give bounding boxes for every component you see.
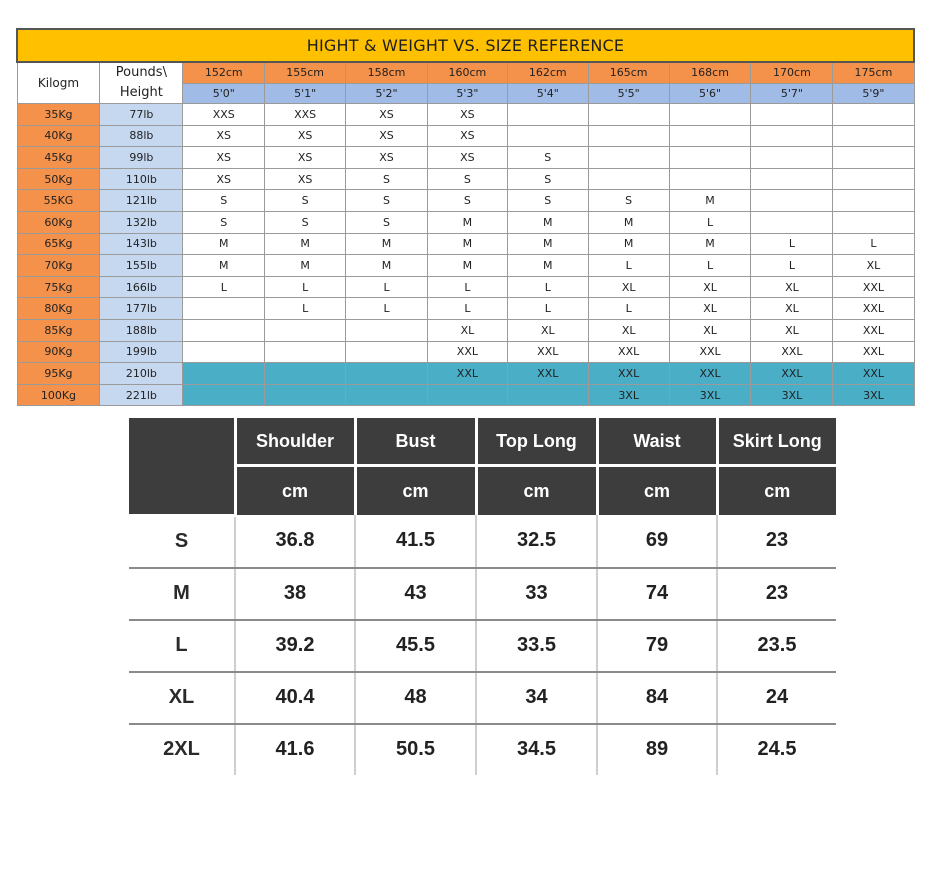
table-row <box>17 233 914 255</box>
size-cell <box>833 104 914 126</box>
height-ft-header: 5'2" <box>346 83 428 104</box>
reference-title: HIGHT & WEIGHT VS. SIZE REFERENCE <box>17 29 914 62</box>
size-cell <box>588 147 669 169</box>
size-cell: S <box>265 211 346 233</box>
weight-lb-cell: 132lb <box>100 211 183 233</box>
size-cell: M <box>427 255 507 277</box>
weight-kg-cell: 65Kg <box>17 233 100 255</box>
table-row <box>17 255 914 277</box>
size-cell: XXL <box>833 298 914 320</box>
height-ft-header: 5'0" <box>183 83 265 104</box>
weight-lb-cell: 88lb <box>100 125 183 147</box>
size-cell: XS <box>265 125 346 147</box>
measurement-value-cell: 23.5 <box>717 620 836 672</box>
height-cm-header: 175cm <box>833 62 914 83</box>
measurement-table <box>129 418 836 775</box>
size-cell <box>507 125 588 147</box>
size-cell: XL <box>751 276 833 298</box>
height-cm-header: 155cm <box>265 62 346 83</box>
unit-header: cm <box>355 466 476 516</box>
size-cell <box>833 211 914 233</box>
weight-kg-cell: 75Kg <box>17 276 100 298</box>
table-row <box>17 341 914 363</box>
size-cell: XL <box>588 276 669 298</box>
size-cell <box>183 384 265 406</box>
size-label-cell: 2XL <box>129 724 235 775</box>
size-cell <box>588 125 669 147</box>
size-cell: L <box>669 255 751 277</box>
table-row <box>17 168 914 190</box>
measurement-value-cell: 50.5 <box>355 724 476 775</box>
size-cell: M <box>183 255 265 277</box>
size-cell: L <box>588 298 669 320</box>
size-cell: M <box>669 190 751 212</box>
size-cell: S <box>427 190 507 212</box>
weight-lb-cell: 177lb <box>100 298 183 320</box>
weight-kg-cell: 55KG <box>17 190 100 212</box>
table-row <box>17 363 914 385</box>
weight-lb-cell: 221lb <box>100 384 183 406</box>
size-cell: S <box>507 168 588 190</box>
size-cell <box>833 147 914 169</box>
weight-lb-cell: 199lb <box>100 341 183 363</box>
size-cell <box>183 341 265 363</box>
measurement-value-cell: 34 <box>476 672 597 724</box>
size-cell: L <box>346 276 428 298</box>
height-ft-header: 5'7" <box>751 83 833 104</box>
size-cell <box>265 341 346 363</box>
size-cell: XXL <box>833 363 914 385</box>
size-cell <box>427 384 507 406</box>
weight-lb-cell: 110lb <box>100 168 183 190</box>
size-cell <box>346 363 428 385</box>
size-cell <box>265 363 346 385</box>
size-cell: XL <box>669 298 751 320</box>
height-header-label: Height <box>119 85 163 100</box>
size-cell <box>265 384 346 406</box>
height-ft-header: 5'9" <box>833 83 914 104</box>
measurement-column-header: Bust <box>355 418 476 466</box>
size-cell: L <box>751 255 833 277</box>
size-cell: XL <box>669 319 751 341</box>
measurement-value-cell: 38 <box>235 568 355 620</box>
measurement-value-cell: 32.5 <box>476 515 597 568</box>
weight-kg-cell: 40Kg <box>17 125 100 147</box>
size-cell: 3XL <box>751 384 833 406</box>
measurement-value-cell: 40.4 <box>235 672 355 724</box>
size-cell: M <box>507 211 588 233</box>
size-cell: M <box>507 255 588 277</box>
measurement-column-header: Shoulder <box>235 418 355 466</box>
size-cell: L <box>588 255 669 277</box>
size-cell <box>507 104 588 126</box>
size-cell: S <box>427 168 507 190</box>
size-cell <box>507 384 588 406</box>
measurement-value-cell: 24 <box>717 672 836 724</box>
size-cell: M <box>588 233 669 255</box>
size-cell: M <box>346 255 428 277</box>
measurement-column-header: Waist <box>597 418 717 466</box>
size-cell <box>588 168 669 190</box>
size-cell: M <box>427 233 507 255</box>
height-ft-header: 5'6" <box>669 83 751 104</box>
height-cm-header: 170cm <box>751 62 833 83</box>
size-cell: XXL <box>833 319 914 341</box>
measurement-value-cell: 69 <box>597 515 717 568</box>
measurement-value-cell: 48 <box>355 672 476 724</box>
weight-kg-cell: 35Kg <box>17 104 100 126</box>
table-row <box>17 190 914 212</box>
measurement-value-cell: 39.2 <box>235 620 355 672</box>
weight-lb-cell: 143lb <box>100 233 183 255</box>
size-cell: XS <box>427 147 507 169</box>
measurement-column-header: Skirt Long <box>717 418 836 466</box>
size-cell <box>183 319 265 341</box>
size-cell: 3XL <box>669 384 751 406</box>
size-cell: XS <box>183 147 265 169</box>
size-cell: L <box>265 276 346 298</box>
height-ft-header: 5'5" <box>588 83 669 104</box>
size-cell: XXL <box>427 363 507 385</box>
size-cell: M <box>507 233 588 255</box>
unit-header: cm <box>235 466 355 516</box>
size-cell: L <box>427 276 507 298</box>
size-cell: XXL <box>833 341 914 363</box>
size-cell: M <box>588 211 669 233</box>
weight-kg-cell: 80Kg <box>17 298 100 320</box>
size-cell: XL <box>669 276 751 298</box>
size-cell: XXL <box>507 363 588 385</box>
size-cell <box>833 168 914 190</box>
size-cell: L <box>507 298 588 320</box>
table-row <box>129 515 836 568</box>
size-cell: S <box>346 211 428 233</box>
size-cell: M <box>265 233 346 255</box>
size-cell: S <box>265 190 346 212</box>
size-cell <box>751 147 833 169</box>
measurement-value-cell: 23 <box>717 568 836 620</box>
size-cell: 3XL <box>833 384 914 406</box>
size-cell: L <box>183 276 265 298</box>
size-cell: L <box>507 276 588 298</box>
size-label-cell: L <box>129 620 235 672</box>
table-row <box>17 276 914 298</box>
size-cell <box>183 298 265 320</box>
size-cell: XS <box>346 125 428 147</box>
unit-header: cm <box>476 466 597 516</box>
size-cell: L <box>265 298 346 320</box>
size-cell: L <box>833 233 914 255</box>
weight-kg-cell: 90Kg <box>17 341 100 363</box>
measurement-value-cell: 89 <box>597 724 717 775</box>
size-cell: S <box>346 190 428 212</box>
weight-kg-cell: 95Kg <box>17 363 100 385</box>
size-cell: XXL <box>427 341 507 363</box>
weight-lb-cell: 210lb <box>100 363 183 385</box>
table-row <box>17 104 914 126</box>
measurement-value-cell: 74 <box>597 568 717 620</box>
weight-kg-cell: 85Kg <box>17 319 100 341</box>
weight-kg-cell: 45Kg <box>17 147 100 169</box>
size-cell: S <box>346 168 428 190</box>
size-cell: M <box>346 233 428 255</box>
unit-header: cm <box>717 466 836 516</box>
size-cell: M <box>183 233 265 255</box>
weight-lb-cell: 188lb <box>100 319 183 341</box>
size-cell <box>588 104 669 126</box>
size-cell: XXL <box>751 341 833 363</box>
height-cm-header: 158cm <box>346 62 428 83</box>
table-row <box>129 568 836 620</box>
size-reference-table <box>16 28 915 406</box>
size-cell: XXL <box>507 341 588 363</box>
size-cell: XL <box>427 319 507 341</box>
measurement-value-cell: 45.5 <box>355 620 476 672</box>
size-cell <box>346 319 428 341</box>
size-cell: XL <box>751 298 833 320</box>
size-cell: 3XL <box>588 384 669 406</box>
pounds-header-label: Pounds\ <box>115 65 167 80</box>
measurement-value-cell: 24.5 <box>717 724 836 775</box>
measurement-value-cell: 33 <box>476 568 597 620</box>
weight-kg-cell: 70Kg <box>17 255 100 277</box>
size-cell <box>751 125 833 147</box>
measurement-value-cell: 34.5 <box>476 724 597 775</box>
size-cell: S <box>507 147 588 169</box>
height-cm-header: 168cm <box>669 62 751 83</box>
weight-kg-cell: 100Kg <box>17 384 100 406</box>
measurement-value-cell: 36.8 <box>235 515 355 568</box>
size-cell: XXS <box>265 104 346 126</box>
size-cell: L <box>346 298 428 320</box>
measurement-value-cell: 84 <box>597 672 717 724</box>
size-cell <box>751 190 833 212</box>
size-cell: XL <box>751 319 833 341</box>
kilogram-header: Kilogm <box>17 62 100 104</box>
size-label-cell: XL <box>129 672 235 724</box>
size-cell <box>669 125 751 147</box>
measurement-value-cell: 79 <box>597 620 717 672</box>
size-cell: XS <box>183 168 265 190</box>
table-row <box>129 672 836 724</box>
pounds-height-header <box>100 62 183 104</box>
measurement-value-cell: 23 <box>717 515 836 568</box>
size-cell: XXL <box>833 276 914 298</box>
weight-kg-cell: 60Kg <box>17 211 100 233</box>
size-cell: XS <box>427 125 507 147</box>
size-cell <box>346 384 428 406</box>
weight-kg-cell: 50Kg <box>17 168 100 190</box>
measurement-value-cell: 33.5 <box>476 620 597 672</box>
measurement-value-cell: 43 <box>355 568 476 620</box>
table-row <box>17 319 914 341</box>
size-cell: XXL <box>588 341 669 363</box>
size-cell: M <box>265 255 346 277</box>
size-cell: L <box>751 233 833 255</box>
size-label-cell: M <box>129 568 235 620</box>
table-row <box>17 211 914 233</box>
weight-lb-cell: 121lb <box>100 190 183 212</box>
size-cell <box>346 341 428 363</box>
height-ft-header: 5'4" <box>507 83 588 104</box>
size-cell: XXS <box>183 104 265 126</box>
weight-lb-cell: 99lb <box>100 147 183 169</box>
table-row <box>17 384 914 406</box>
height-ft-header: 5'3" <box>427 83 507 104</box>
size-cell: XS <box>265 168 346 190</box>
table-row <box>129 620 836 672</box>
size-cell <box>669 168 751 190</box>
size-cell: S <box>183 190 265 212</box>
measurement-value-cell: 41.5 <box>355 515 476 568</box>
size-cell: XL <box>833 255 914 277</box>
size-cell <box>669 104 751 126</box>
unit-header: cm <box>597 466 717 516</box>
size-cell <box>751 211 833 233</box>
table-row <box>17 125 914 147</box>
size-cell: XS <box>346 104 428 126</box>
size-cell: XL <box>507 319 588 341</box>
size-cell: XXL <box>669 363 751 385</box>
size-cell: XL <box>588 319 669 341</box>
size-cell: L <box>427 298 507 320</box>
size-cell: XXL <box>669 341 751 363</box>
size-label-cell: S <box>129 515 235 568</box>
height-cm-header: 160cm <box>427 62 507 83</box>
size-cell: XXL <box>588 363 669 385</box>
table-row <box>17 147 914 169</box>
size-cell: XXL <box>751 363 833 385</box>
size-cell: M <box>669 233 751 255</box>
size-cell: L <box>669 211 751 233</box>
size-cell: XS <box>427 104 507 126</box>
measurement-value-cell: 41.6 <box>235 724 355 775</box>
size-cell: XS <box>265 147 346 169</box>
height-cm-header: 165cm <box>588 62 669 83</box>
size-corner-cell <box>129 418 235 515</box>
size-cell <box>669 147 751 169</box>
size-cell <box>265 319 346 341</box>
size-cell: S <box>183 211 265 233</box>
measurement-column-header: Top Long <box>476 418 597 466</box>
size-cell <box>833 125 914 147</box>
weight-lb-cell: 155lb <box>100 255 183 277</box>
size-cell <box>751 104 833 126</box>
height-ft-header: 5'1" <box>265 83 346 104</box>
table-row <box>17 298 914 320</box>
size-cell: S <box>588 190 669 212</box>
size-cell: XS <box>183 125 265 147</box>
table-row <box>129 724 836 775</box>
size-cell: M <box>427 211 507 233</box>
size-cell: S <box>507 190 588 212</box>
size-cell <box>833 190 914 212</box>
weight-lb-cell: 77lb <box>100 104 183 126</box>
size-cell: XS <box>346 147 428 169</box>
size-cell <box>751 168 833 190</box>
height-cm-header: 152cm <box>183 62 265 83</box>
size-cell <box>183 363 265 385</box>
height-cm-header: 162cm <box>507 62 588 83</box>
weight-lb-cell: 166lb <box>100 276 183 298</box>
